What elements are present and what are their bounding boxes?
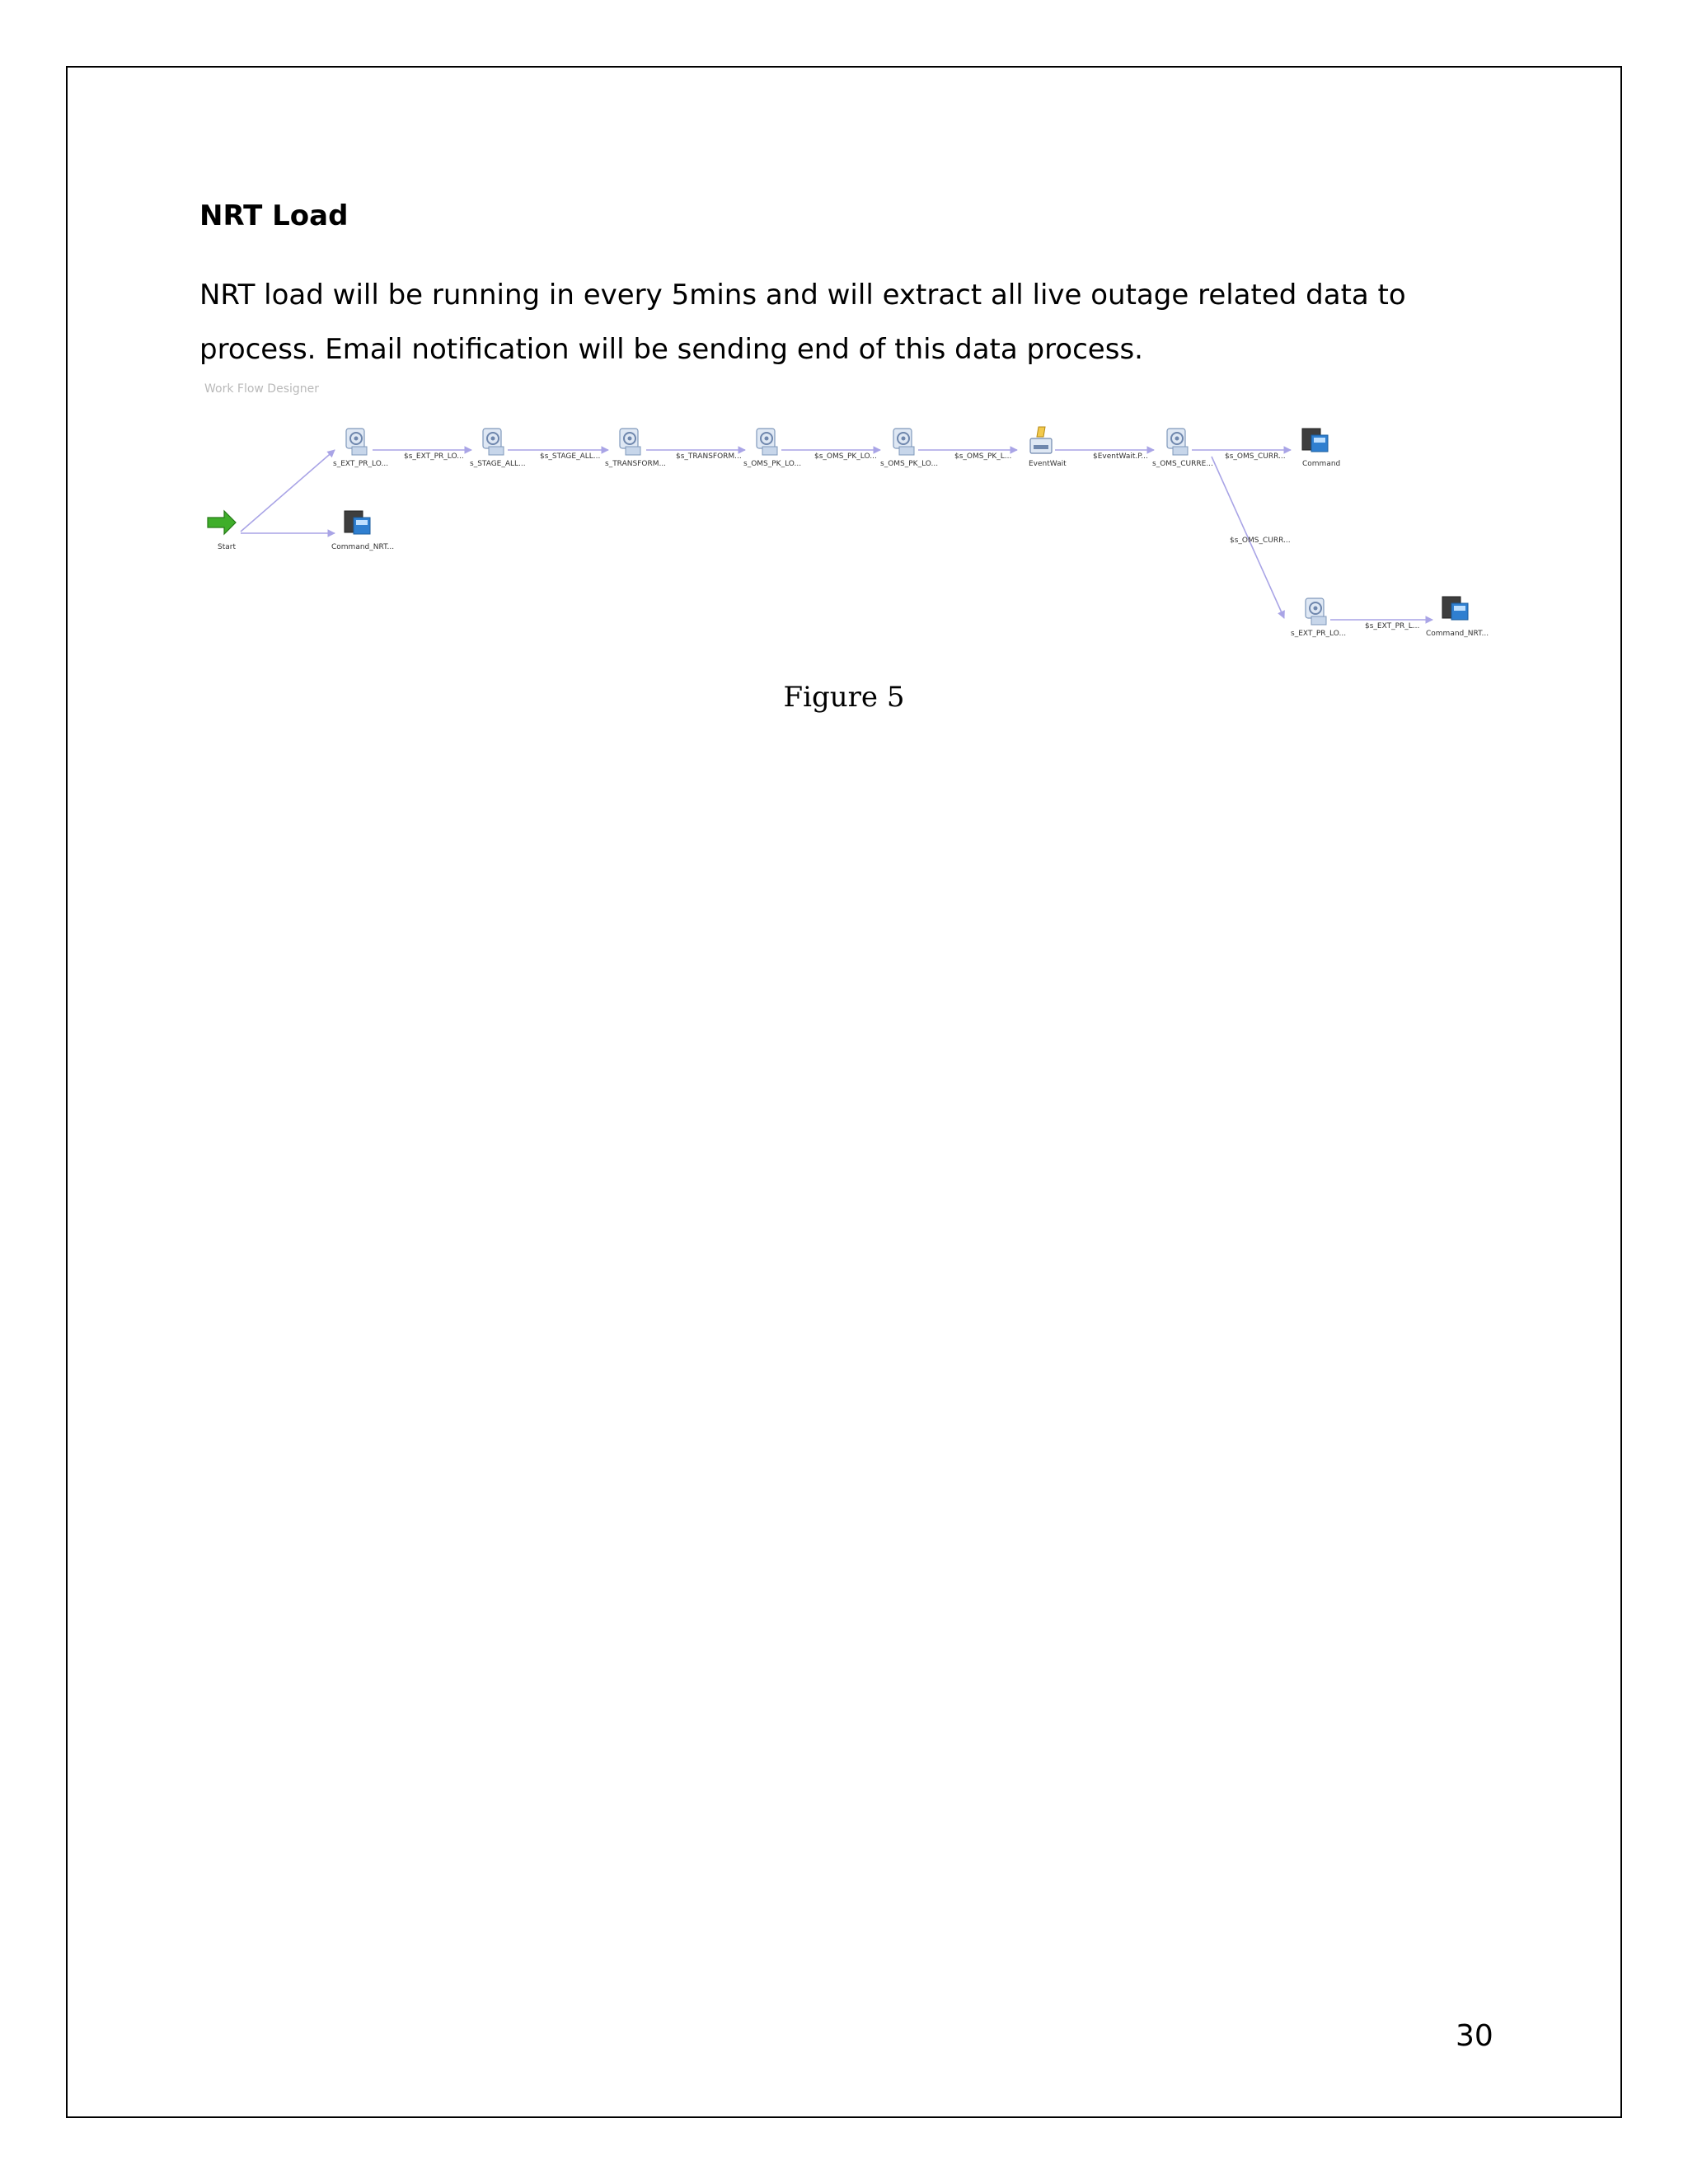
node-label-s-oms-pk-lo-2: s_OMS_PK_LO... <box>880 460 939 468</box>
workflow-links <box>241 450 1432 620</box>
session-icon <box>893 429 914 455</box>
node-label-command: Command <box>1302 460 1341 468</box>
command-icon <box>1302 429 1328 452</box>
link-label-8: $s_OMS_CURR... <box>1230 537 1291 545</box>
link-start-to-s-ext <box>241 450 335 532</box>
session-icon <box>483 429 504 455</box>
workflow-designer-title: Work Flow Designer <box>204 382 320 396</box>
link-label-9: $s_EXT_PR_L... <box>1365 622 1420 630</box>
section-heading: NRT Load <box>199 199 349 232</box>
link-label-6: $EventWait.P... <box>1093 452 1148 461</box>
node-label-s-transform: s_TRANSFORM... <box>605 460 667 468</box>
start-icon <box>208 511 236 534</box>
command-icon <box>1442 597 1468 620</box>
node-start[interactable] <box>208 511 236 551</box>
page-number: 30 <box>1456 2019 1493 2053</box>
link-label-3: $s_TRANSFORM... <box>676 452 742 461</box>
node-label-s-ext-pr-lo-1: s_EXT_PR_LO... <box>333 460 389 468</box>
node-label-eventwait: EventWait <box>1029 460 1067 468</box>
node-s-oms-pk-lo-2[interactable] <box>880 429 938 468</box>
session-icon <box>346 429 367 455</box>
node-s-ext-pr-lo-2[interactable] <box>1291 598 1346 638</box>
node-s-oms-curre[interactable] <box>1152 429 1213 468</box>
node-eventwait[interactable] <box>1029 427 1067 468</box>
link-label-4: $s_OMS_PK_LO... <box>814 452 877 461</box>
link-label-7: $s_OMS_CURR... <box>1225 452 1286 461</box>
node-label-s-oms-pk-lo-1: s_OMS_PK_LO... <box>743 460 802 468</box>
figure-caption: Figure 5 <box>783 681 905 714</box>
node-s-oms-pk-lo-1[interactable] <box>743 429 801 468</box>
link-label-1: $s_EXT_PR_LO... <box>404 452 464 461</box>
node-label-start: Start <box>218 543 236 551</box>
link-label-2: $s_STAGE_ALL... <box>540 452 601 461</box>
node-label-command-nrt-1: Command_NRT... <box>331 543 395 551</box>
body-paragraph: NRT load will be running in every 5mins and will extract all live outage related data to process. Email notification will be sending end of this data process. <box>199 279 1406 366</box>
node-command-nrt-2[interactable] <box>1426 597 1489 638</box>
session-icon <box>757 429 777 455</box>
node-label-s-oms-curre: s_OMS_CURRE... <box>1152 460 1213 468</box>
node-label-s-ext-pr-lo-2: s_EXT_PR_LO... <box>1291 630 1347 638</box>
node-command-nrt-1[interactable] <box>331 511 394 551</box>
session-icon <box>1306 598 1326 625</box>
node-s-ext-pr-lo-1[interactable] <box>333 429 388 468</box>
node-label-command-nrt-2: Command_NRT... <box>1426 630 1489 638</box>
command-icon <box>345 511 370 534</box>
session-icon <box>620 429 640 455</box>
link-label-5: $s_OMS_PK_L... <box>954 452 1012 461</box>
node-s-transform[interactable] <box>605 429 666 468</box>
eventwait-icon <box>1030 427 1052 453</box>
node-s-stage-all[interactable] <box>470 429 526 468</box>
node-label-s-stage-all: s_STAGE_ALL... <box>470 460 526 468</box>
node-command[interactable] <box>1302 429 1340 468</box>
session-icon <box>1167 429 1188 455</box>
